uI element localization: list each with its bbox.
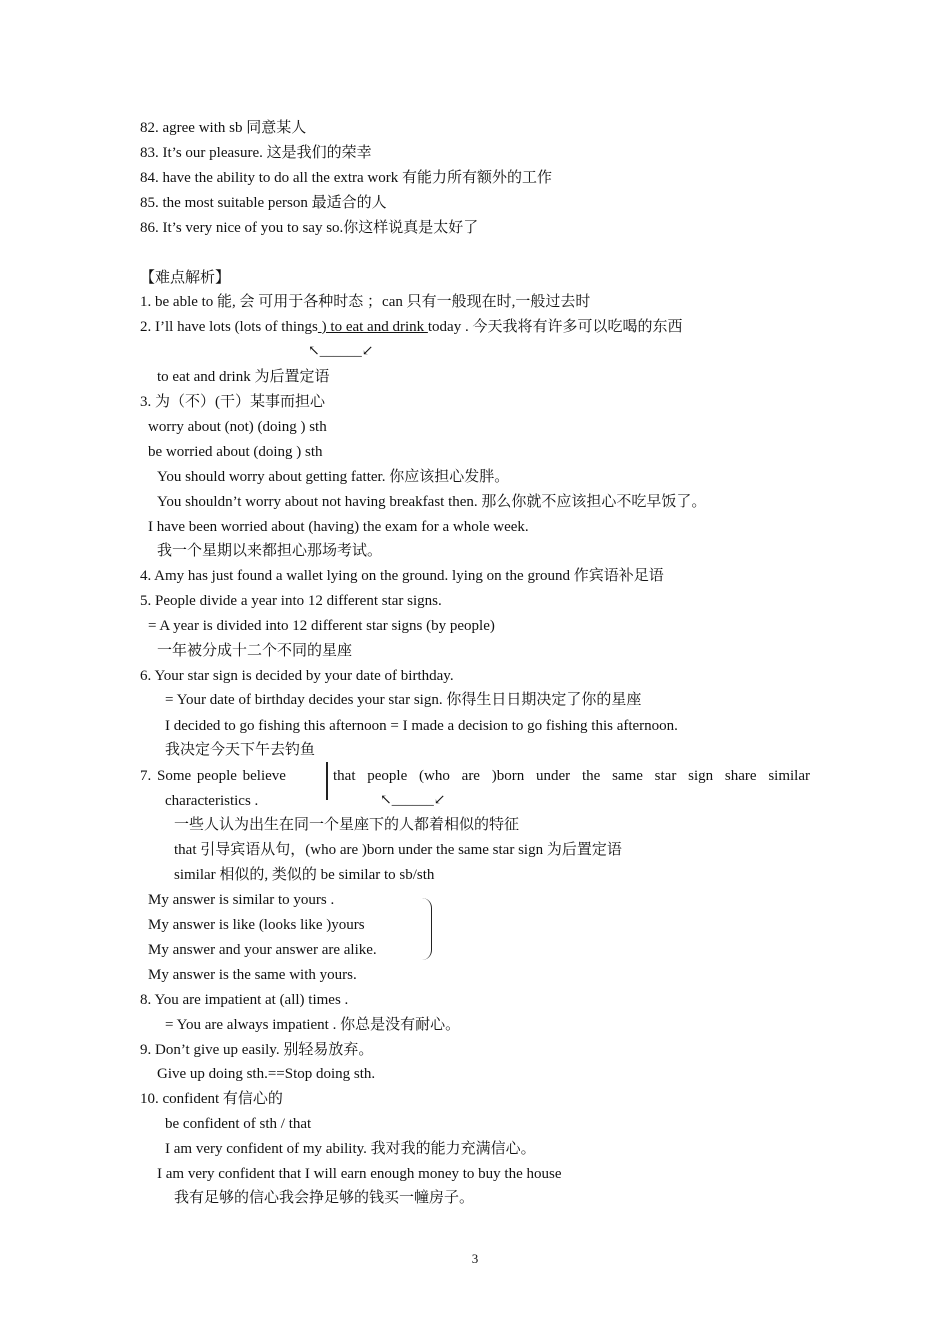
point-5-line-a: = A year is divided into 12 different star signs (by people) [148,618,495,634]
point-9: 9. Don’t give up easily. 别轻易放弃。 [140,1042,374,1058]
point-2 [140,317,682,337]
point-7-divider [326,762,328,800]
point-7-line-c: similar 相似的, 类似的 be similar to sb/sth [174,867,435,883]
point-3-line-c: You should worry about getting fatter. 你应该担心发胖。 [157,469,510,485]
point-7-rest: that people (who are )born under the same star sign share similar [333,768,810,784]
point-6-line-c: 我决定今天下午去钓鱼 [165,742,316,758]
point-2-part-a: 2. I’ll have lots (lots of things [140,319,318,335]
point-7-lead: 7. Some people believe [140,768,286,784]
point-7-brace [420,898,432,960]
point-5: 5. People divide a year into 12 different star signs. [140,593,442,609]
point-7-line-f: My answer and your answer are alike. [148,942,377,958]
point-3-line-d: You shouldn’t worry about not having breakfast then. 那么你就不应该担心不吃早饭了。 [157,494,707,510]
point-3-line-e: I have been worried about (having) the exam for a whole week. [148,519,529,535]
point-2-note: to eat and drink 为后置定语 [157,369,330,385]
point-8: 8. You are impatient at (all) times . [140,992,349,1008]
point-1: 1. be able to 能, 会 可用于各种时态 ；can 只有一般现在时,一般过去时 [140,294,591,310]
point-10-line-c: I am very confident that I will earn enough money to buy the house [157,1166,562,1182]
point-2-part-c: today . 今天我将有许多可以吃喝的东西 [427,319,683,335]
point-6-line-a: = Your date of birthday decides your star sign. 你得生日日期决定了你的星座 [165,692,642,708]
point-10-line-d: 我有足够的信心我会挣足够的钱买一幢房子。 [174,1190,475,1206]
point-6-line-b: I decided to go fishing this afternoon = I made a decision to go fishing this afternoon. [165,718,678,734]
point-6: 6. Your star sign is decided by your date of birthday. [140,668,454,684]
point-3-line-b: be worried about (doing ) sth [148,444,323,460]
point-4: 4. Amy has just found a wallet lying on the ground. lying on the ground 作宾语补足语 [140,568,664,584]
point-2-arrow: ↖______↙ [308,344,374,359]
point-7-line-e: My answer is like (looks like )yours [148,917,365,933]
point-3: 3. 为（不）(干）某事而担心 [140,394,325,410]
point-3-line-f: 我一个星期以来都担心那场考试。 [157,543,383,559]
point-10-line-b: I am very confident of my ability. 我对我的能力充满信心。 [165,1141,536,1157]
point-7-arrow: ↖______↙ [380,793,446,808]
point-7-line-b: that 引导宾语从句，(who are )born under the same star sign 为后置定语 [174,842,622,858]
point-5-line-b: 一年被分成十二个不同的星座 [157,643,353,659]
point-10-line-a: be confident of sth / that [165,1116,312,1132]
point-10: 10. confident 有信心的 [140,1091,283,1107]
vocab-line-85: 85. the most suitable person 最适合的人 [140,195,387,211]
section-heading: 【难点解析】 [140,270,231,286]
point-3-line-a: worry about (not) (doing ) sth [148,419,327,435]
point-8-line-a: = You are always impatient . 你总是没有耐心。 [165,1017,461,1033]
point-7-line-g: My answer is the same with yours. [148,967,357,983]
vocab-line-84: 84. have the ability to do all the extra work 有能力所有额外的工作 [140,170,553,186]
point-2-underlined: ) to eat and drink [317,319,428,335]
point-7-line-d: My answer is similar to yours . [148,892,335,908]
point-7-line-a: 一些人认为出生在同一个星座下的人都着相似的特征 [174,817,520,833]
point-9-line-a: Give up doing sth.==Stop doing sth. [157,1066,376,1082]
point-7-continuation: characteristics . [165,793,259,809]
vocab-line-82: 82. agree with sb 同意某人 [140,120,307,136]
page-number: 3 [471,1251,479,1266]
vocab-line-86: 86. It’s very nice of you to say so.你这样说真是太好了 [140,220,479,236]
vocab-line-83: 83. It’s our pleasure. 这是我们的荣幸 [140,145,372,161]
